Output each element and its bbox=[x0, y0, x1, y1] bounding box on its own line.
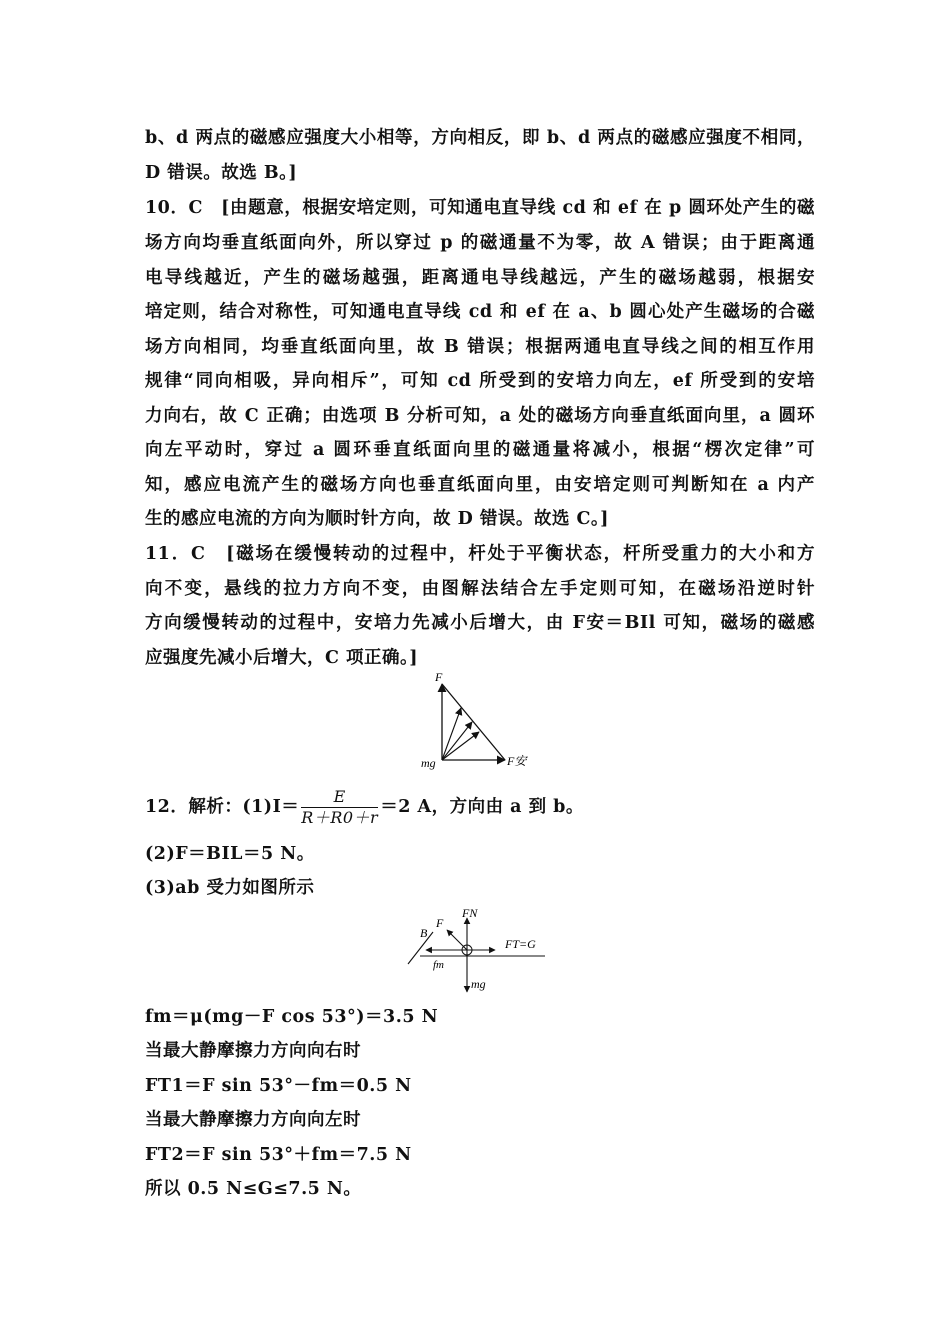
text-line: b、d 两点的磁感应强度大小相等，方向相反，即 b、d 两点的磁感应强度不相同， bbox=[145, 128, 815, 148]
text-line: (2)F＝BIL＝5 N。 bbox=[145, 844, 315, 864]
equation-line: fm＝μ(mg－F cos 53°)＝3.5 N bbox=[145, 1007, 439, 1027]
text-line: 当最大静摩擦力方向向左时 bbox=[145, 1110, 361, 1130]
text-line: 当最大静摩擦力方向向右时 bbox=[145, 1041, 361, 1061]
q12-suffix: ＝2 A，方向由 a 到 b。 bbox=[380, 797, 584, 817]
force-triangle-figure bbox=[415, 668, 535, 778]
text-line: 培定则，结合对称性，可知通电直导线 cd 和 ef 在 a、b 圆心处产生磁场的合磁 bbox=[145, 302, 815, 322]
equation-line: FT1＝F sin 53°－fm＝0.5 N bbox=[145, 1076, 412, 1096]
text-line: 规律“同向相吸，异向相斥”，可知 cd 所受到的安培力向左，ef 所受到的安培 bbox=[145, 371, 815, 391]
label-B: B bbox=[420, 926, 428, 940]
text-line: 向左平动时，穿过 a 圆环垂直纸面向里的磁通量将减小，根据“楞次定律”可 bbox=[145, 440, 815, 460]
q12-prefix: 12．解析：(1)I＝ bbox=[145, 797, 300, 817]
fraction-denominator: R＋R0＋r bbox=[301, 808, 379, 827]
label-F: F bbox=[435, 670, 443, 684]
label-F-an: F安 bbox=[507, 754, 527, 768]
label-FN: FN bbox=[462, 906, 478, 920]
text-line: 场方向均垂直纸面向外，所以穿过 p 的磁通量不为零，故 A 错误；由于距离通 bbox=[145, 233, 815, 253]
label-mg: mg bbox=[421, 756, 436, 770]
label-FT: FT=G bbox=[505, 937, 536, 951]
fraction-numerator: E bbox=[301, 788, 378, 808]
text-line: 电导线越近，产生的磁场越强，距离通电导线越远，产生的磁场越弱，根据安 bbox=[145, 268, 815, 288]
text-line: 11．C [磁场在缓慢转动的过程中，杆处于平衡状态，杆所受重力的大小和方 bbox=[145, 544, 815, 564]
text-line: 所以 0.5 N≤G≤7.5 N。 bbox=[145, 1179, 362, 1199]
rod-force-figure bbox=[400, 904, 550, 996]
label-F: F bbox=[436, 916, 444, 930]
q12-line1 bbox=[145, 785, 815, 829]
text-line: D 错误。故选 B。] bbox=[145, 163, 298, 183]
text-line: 方向缓慢转动的过程中，安培力先减小后增大，由 F安＝BIl 可知，磁场的磁感 bbox=[145, 613, 815, 633]
text-line: 场方向相同，均垂直纸面向里，故 B 错误；根据两通电直导线之间的相互作用 bbox=[145, 337, 815, 357]
equation-line: FT2＝F sin 53°＋fm＝7.5 N bbox=[145, 1145, 412, 1165]
text-line: (3)ab 受力如图所示 bbox=[145, 878, 315, 898]
text-line: 知，感应电流产生的磁场方向也垂直纸面向里，由安培定则可判断知在 a 内产 bbox=[145, 475, 815, 495]
text-line: 向不变，悬线的拉力方向不变，由图解法结合左手定则可知，在磁场沿逆时针 bbox=[145, 579, 815, 599]
text-line: 力向右，故 C 正确；由选项 B 分析可知，a 处的磁场方向垂直纸面向里，a 圆环 bbox=[145, 406, 815, 426]
label-fm: fm bbox=[433, 959, 444, 971]
text-line: 生的感应电流的方向为顺时针方向，故 D 错误。故选 C。] bbox=[145, 509, 609, 529]
label-mg: mg bbox=[471, 977, 486, 991]
fraction bbox=[301, 788, 378, 827]
text-line: 应强度先减小后增大，C 项正确。] bbox=[145, 648, 419, 668]
text-line: 10．C [由题意，根据安培定则，可知通电直导线 cd 和 ef 在 p 圆环处产生的磁 bbox=[145, 198, 815, 218]
